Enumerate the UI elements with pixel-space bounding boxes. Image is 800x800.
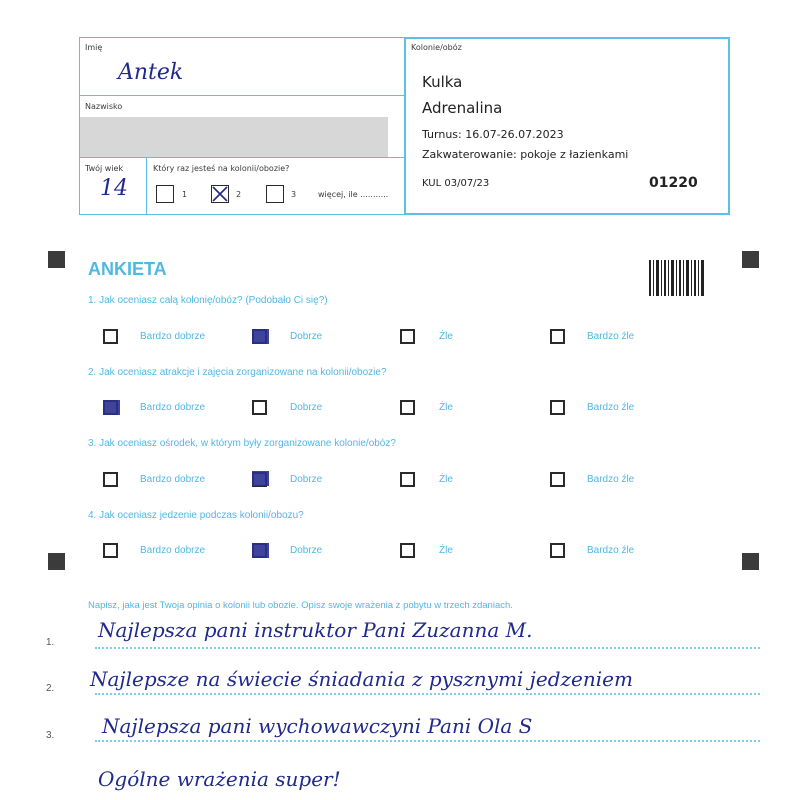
q4-bardzo-zle-checkbox[interactable] [550,543,565,558]
kolonie-sub: Adrenalina [422,99,503,117]
option-2-checkbox[interactable] [211,185,229,203]
q1-bardzo-zle-checkbox[interactable] [550,329,565,344]
imie-label: Imię [85,43,103,52]
ktory-raz-label: Który raz jesteś na kolonii/obozie? [153,164,290,173]
divider [79,157,405,158]
scribble-mark-icon [252,329,269,344]
barcode-icon [649,260,705,296]
divider [146,157,147,215]
q3-bardzo-zle-checkbox[interactable] [550,472,565,487]
q3-bardzo-dobrze-checkbox[interactable] [103,472,118,487]
question-4: 4. Jak oceniasz jedzenie podczas kolonii/obozu? [88,510,304,521]
dotted-line [95,740,760,742]
survey-title: ANKIETA [88,259,167,279]
divider [79,95,405,96]
line-number: 3. [46,730,55,741]
turnus: Turnus: 16.07-26.07.2023 [422,128,564,141]
q4-dobrze-checkbox[interactable] [252,543,267,558]
q2-zle-checkbox[interactable] [400,400,415,415]
q4-dobrze-label: Dobrze [290,545,323,556]
q2-bardzo-dobrze-checkbox[interactable] [103,400,118,415]
q2-bardzo-dobrze-label: Bardzo dobrze [140,402,206,413]
question-3: 3. Jak oceniasz ośrodek, w którym były zorganizowane kolonie/obóz? [88,438,396,449]
nazwisko-redaction [80,117,388,157]
q1-dobrze-checkbox[interactable] [252,329,267,344]
q2-dobrze-label: Dobrze [290,402,323,413]
option-3-label: 3 [291,190,297,199]
q1-dobrze-label: Dobrze [290,331,323,342]
q3-bardzo-zle-label: Bardzo źle [587,474,635,485]
opinion-prompt: Napisz, jaka jest Twoja opinia o kolonii lub obozie. Opisz swoje wrażenia z pobytu w trzech zdaniach. [88,600,513,611]
imie-value: Antek [118,60,184,85]
nazwisko-label: Nazwisko [85,102,123,111]
form-number: 01220 [649,175,698,191]
q2-bardzo-zle-checkbox[interactable] [550,400,565,415]
opinion-line-1: Najlepsza pani instruktor Pani Zuzanna M. [98,618,533,642]
registration-mark [742,553,759,570]
q3-dobrze-label: Dobrze [290,474,323,485]
registration-mark [48,553,65,570]
q4-bardzo-dobrze-label: Bardzo dobrze [140,545,206,556]
opinion-line-2: Najlepsze na świecie śniadania z pysznymi jedzeniem [90,667,633,691]
q2-dobrze-checkbox[interactable] [252,400,267,415]
kolonie-name: Kulka [422,73,463,91]
q1-bardzo-dobrze-label: Bardzo dobrze [140,331,206,342]
q2-bardzo-zle-label: Bardzo źle [587,402,635,413]
registration-mark [742,251,759,268]
registration-mark [48,251,65,268]
q1-zle-checkbox[interactable] [400,329,415,344]
line-number: 2. [46,683,55,694]
q3-bardzo-dobrze-label: Bardzo dobrze [140,474,206,485]
opinion-line-4: Ogólne wrażenia super! [98,767,341,791]
option-3-checkbox[interactable] [266,185,284,203]
option-more-label: więcej, ile ........... [318,190,389,199]
option-1-checkbox[interactable] [156,185,174,203]
q1-zle-label: Źle [439,331,453,342]
dotted-line [95,647,760,649]
q1-bardzo-zle-label: Bardzo źle [587,331,635,342]
line-number: 1. [46,637,55,648]
opinion-line-3: Najlepsza pani wychowawczyni Pani Ola S [102,714,533,738]
q3-zle-checkbox[interactable] [400,472,415,487]
scribble-mark-icon [252,471,269,486]
wiek-label: Twój wiek [85,164,124,173]
q4-bardzo-zle-label: Bardzo źle [587,545,635,556]
question-2: 2. Jak oceniasz atrakcje i zajęcia zorganizowane na kolonii/obozie? [88,367,387,378]
question-1: 1. Jak oceniasz całą kolonię/obóz? (Podobało Ci się?) [88,295,328,306]
q3-dobrze-checkbox[interactable] [252,472,267,487]
q1-bardzo-dobrze-checkbox[interactable] [103,329,118,344]
wiek-value: 14 [100,176,128,201]
option-2-label: 2 [236,190,242,199]
scribble-mark-icon [103,400,120,415]
scribble-mark-icon [252,543,269,558]
q4-bardzo-dobrze-checkbox[interactable] [103,543,118,558]
q3-zle-label: Źle [439,474,453,485]
q4-zle-checkbox[interactable] [400,543,415,558]
dotted-line [95,693,760,695]
q2-zle-label: Źle [439,402,453,413]
kolonie-label: Kolonie/obóz [411,43,462,52]
q4-zle-label: Źle [439,545,453,556]
option-1-label: 1 [182,190,188,199]
code: KUL 03/07/23 [422,178,490,189]
x-mark-icon [211,185,229,203]
zakwaterowanie: Zakwaterowanie: pokoje z łazienkami [422,148,629,161]
